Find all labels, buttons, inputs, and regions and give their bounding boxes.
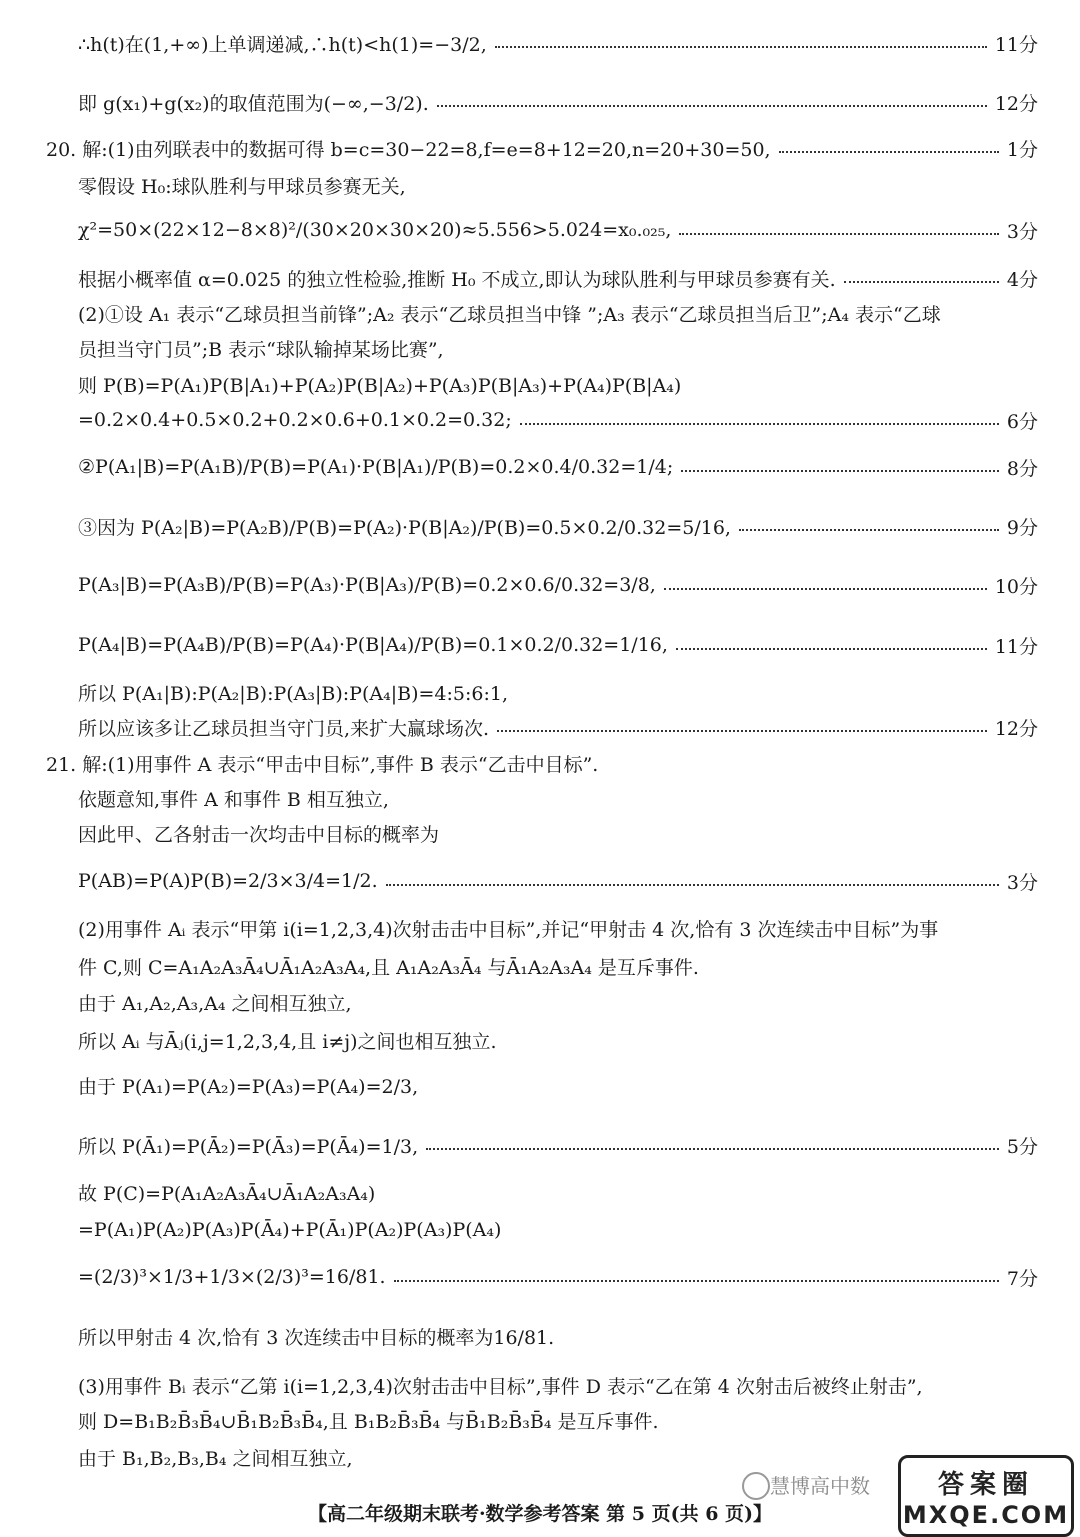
line-text: 由于 P(A₁)=P(A₂)=P(A₃)=P(A₄)=2/3, xyxy=(78,1075,419,1098)
line-text: 所以 P(A₁|B):P(A₂|B):P(A₃|B):P(A₄|B)=4:5:6:1, xyxy=(78,682,509,705)
score-label: 11分 xyxy=(994,33,1038,56)
text-line xyxy=(78,369,1038,399)
text-line xyxy=(78,1177,1038,1207)
watermark-logo xyxy=(898,1455,1074,1537)
leader-dots xyxy=(386,884,999,886)
line-text: 件 C,则 C=A₁A₂A₃Ā₄∪Ā₁A₂A₃A₄,且 A₁A₂A₃Ā₄ 与Ā₁A₂A₃A₄ 是互斥事件. xyxy=(78,956,699,979)
text-line xyxy=(78,1130,1038,1160)
leader-dots xyxy=(437,105,987,107)
score-label: 6分 xyxy=(1006,410,1038,433)
watermark-logo-line2: MXQE.COM xyxy=(902,1500,1070,1529)
leader-dots xyxy=(520,423,999,425)
line-text: P(A₃|B)=P(A₃B)/P(B)=P(A₃)·P(B|A₃)/P(B)=0.2×0.6/0.32=3/8, xyxy=(78,574,656,596)
text-line xyxy=(78,1070,1038,1100)
text-line xyxy=(78,1442,1038,1472)
text-line xyxy=(78,333,1038,363)
text-line xyxy=(78,1370,1038,1400)
text-line xyxy=(46,133,1038,163)
line-text: P(A₄|B)=P(A₄B)/P(B)=P(A₄)·P(B|A₄)/P(B)=0.1×0.2/0.32=1/16, xyxy=(78,634,668,656)
score-label: 1分 xyxy=(1006,138,1038,161)
line-text: 由于 A₁,A₂,A₃,A₄ 之间相互独立, xyxy=(78,992,352,1015)
text-line xyxy=(78,677,1038,707)
score-label: 9分 xyxy=(1006,516,1038,539)
text-line xyxy=(78,1025,1038,1055)
line-text: 依题意知,事件 A 和事件 B 相互独立, xyxy=(78,788,389,811)
leader-dots xyxy=(495,46,987,48)
line-text: 所以 P(Ā₁)=P(Ā₂)=P(Ā₃)=P(Ā₄)=1/3, xyxy=(78,1135,419,1158)
text-line xyxy=(78,170,1038,200)
text-line xyxy=(78,630,1038,660)
leader-dots xyxy=(779,151,999,153)
score-label: 3分 xyxy=(1006,220,1038,243)
text-line xyxy=(78,1405,1038,1435)
text-line xyxy=(78,913,1038,943)
text-line xyxy=(46,748,1038,778)
line-text: 即 g(x₁)+g(x₂)的取值范围为(−∞,−3/2). xyxy=(78,92,429,115)
line-text: =0.2×0.4+0.5×0.2+0.2×0.6+0.1×0.2=0.32; xyxy=(78,409,512,431)
leader-dots xyxy=(497,730,987,732)
line-text: (3)用事件 Bᵢ 表示“乙第 i(i=1,2,3,4)次射击击中目标”,事件 D 表示“乙在第 4 次射击后被终止射击”, xyxy=(78,1375,923,1398)
line-text: χ²=50×(22×12−8×8)²/(30×20×30×20)≈5.556>5.024=x₀.₀₂₅, xyxy=(78,219,672,241)
leader-dots xyxy=(739,529,999,531)
text-line xyxy=(78,783,1038,813)
score-label: 7分 xyxy=(1006,1267,1038,1290)
line-text: 则 P(B)=P(A₁)P(B|A₁)+P(A₂)P(B|A₂)+P(A₃)P(B|A₃)+P(A₄)P(B|A₄) xyxy=(78,374,682,397)
leader-dots xyxy=(426,1148,999,1150)
text-line xyxy=(78,987,1038,1017)
text-line xyxy=(78,452,1038,482)
text-line xyxy=(78,866,1038,896)
line-text: (2)①设 A₁ 表示“乙球员担当前锋”;A₂ 表示“乙球员担当中锋 ”;A₃ 表示“乙球员担当后卫”;A₄ 表示“乙球 xyxy=(78,303,941,326)
text-line xyxy=(78,298,1038,328)
text-line xyxy=(78,263,1038,293)
line-text: 所以应该多让乙球员担当守门员,来扩大赢球场次. xyxy=(78,717,490,740)
line-text: 所以甲射击 4 次,恰有 3 次连续击中目标的概率为16/81. xyxy=(78,1326,555,1349)
line-text: (2)用事件 Aᵢ 表示“甲第 i(i=1,2,3,4)次射击击中目标”,并记“甲射击 4 次,恰有 3 次连续击中目标”为事 xyxy=(78,918,939,941)
text-line xyxy=(78,818,1038,848)
line-text: =(2/3)³×1/3+1/3×(2/3)³=16/81. xyxy=(78,1266,386,1288)
line-text: 零假设 H₀:球队胜利与甲球员参赛无关, xyxy=(78,175,406,198)
text-line xyxy=(78,1262,1038,1292)
line-text: 21. 解:(1)用事件 A 表示“甲击中目标”,事件 B 表示“乙击中目标”. xyxy=(46,753,599,776)
line-text: ③因为 P(A₂|B)=P(A₂B)/P(B)=P(A₂)·P(B|A₂)/P(B)=0.5×0.2/0.32=5/16, xyxy=(78,516,731,539)
score-label: 8分 xyxy=(1006,457,1038,480)
line-text: =P(A₁)P(A₂)P(A₃)P(Ā₄)+P(Ā₁)P(A₂)P(A₃)P(A₄) xyxy=(78,1219,502,1241)
leader-dots xyxy=(394,1280,999,1282)
line-text: 由于 B₁,B₂,B₃,B₄ 之间相互独立, xyxy=(78,1447,353,1470)
text-line xyxy=(78,405,1038,435)
line-text: 20. 解:(1)由列联表中的数据可得 b=c=30−22=8,f=e=8+12=20,n=20+30=50, xyxy=(46,138,771,161)
score-label: 5分 xyxy=(1006,1135,1038,1158)
text-line xyxy=(78,28,1038,58)
watermark-logo-line1: 答案圈 xyxy=(937,1469,1034,1500)
text-line xyxy=(78,87,1038,117)
line-text: ∴h(t)在(1,+∞)上单调递减,∴h(t)<h(1)=−3/2, xyxy=(78,33,487,56)
text-line xyxy=(78,1215,1038,1245)
line-text: ②P(A₁|B)=P(A₁B)/P(B)=P(A₁)·P(B|A₁)/P(B)=0.2×0.4/0.32=1/4; xyxy=(78,456,674,478)
watermark-text: 慧博高中数 xyxy=(770,1474,870,1498)
score-label: 3分 xyxy=(1006,871,1038,894)
text-line xyxy=(78,951,1038,981)
leader-dots xyxy=(844,281,999,283)
score-label: 4分 xyxy=(1006,268,1038,291)
score-label: 10分 xyxy=(994,575,1038,598)
line-text: 故 P(C)=P(A₁A₂A₃Ā₄∪Ā₁A₂A₃A₄) xyxy=(78,1182,376,1205)
line-text: 则 D=B₁B₂B̄₃B̄₄∪B̄₁B₂B̄₃B̄₄,且 B₁B₂B̄₃B̄₄ 与B̄₁B₂B̄₃B̄₄ 是互斥事件. xyxy=(78,1410,659,1433)
text-line xyxy=(78,712,1038,742)
line-text: 员担当守门员”;B 表示“球队输掉某场比赛”, xyxy=(78,338,444,361)
score-label: 12分 xyxy=(994,92,1038,115)
text-line xyxy=(78,1321,1038,1351)
text-line xyxy=(78,215,1038,245)
line-text: 因此甲、乙各射击一次均击中目标的概率为 xyxy=(78,823,440,846)
score-label: 11分 xyxy=(994,635,1038,658)
text-line xyxy=(78,570,1038,600)
line-text: 根据小概率值 α=0.025 的独立性检验,推断 H₀ 不成立,即认为球队胜利与甲球员参赛有关. xyxy=(78,268,836,291)
score-label: 12分 xyxy=(994,717,1038,740)
leader-dots xyxy=(664,588,987,590)
leader-dots xyxy=(676,648,987,650)
leader-dots xyxy=(679,233,999,235)
leader-dots xyxy=(681,470,999,472)
wechat-icon xyxy=(742,1472,770,1500)
line-text: P(AB)=P(A)P(B)=2/3×3/4=1/2. xyxy=(78,870,378,892)
text-line xyxy=(78,511,1038,541)
line-text: 所以 Aᵢ 与Āⱼ(i,j=1,2,3,4,且 i≠j)之间也相互独立. xyxy=(78,1030,497,1053)
page-footer: 【高二年级期末联考·数学参考答案 第 5 页(共 6 页)】 xyxy=(307,1503,773,1525)
